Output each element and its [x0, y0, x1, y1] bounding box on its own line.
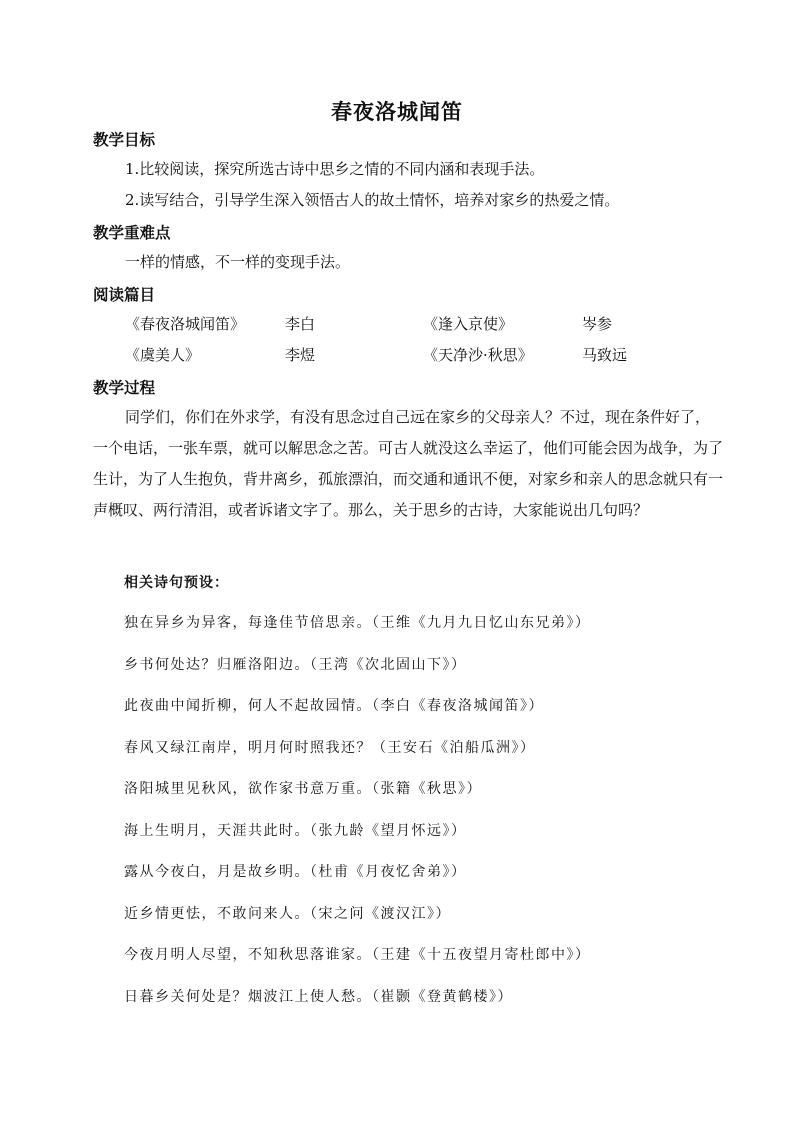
- reading-author: 李煜: [285, 346, 316, 364]
- heading-teaching-process: 教学过程: [93, 378, 156, 397]
- reading-title: 《虞美人》: [125, 346, 201, 364]
- poem-line: 此夜曲中闻折柳，何人不起故园情。（李白《春夜洛城闻笛》）: [124, 698, 544, 714]
- poem-line: 海上生明月，天涯共此时。（张九龄《望月怀远》）: [124, 823, 467, 839]
- goal-item-2: 2.读写结合，引导学生深入领悟古人的故土情怀，培养对家乡的热爱之情。: [125, 191, 620, 209]
- heading-readings: 阅读篇目: [93, 285, 156, 304]
- reading-title: 《天净沙·秋思》: [423, 346, 533, 364]
- poem-line: 春风又绿江南岸，明月何时照我还？（王安石《泊船瓜洲》）: [124, 740, 536, 756]
- poems-heading: 相关诗句预设：: [124, 575, 229, 591]
- reading-author: 马致远: [582, 346, 628, 364]
- key-points-text: 一样的情感，不一样的变现手法。: [125, 253, 351, 271]
- poem-line: 独在异乡为异客，每逢佳节倍思亲。（王维《九月九日忆山东兄弟》）: [124, 615, 591, 631]
- poem-line: 今夜月明人尽望，不知秋思落谁家。（王建《十五夜望月寄杜郎中》）: [124, 947, 591, 963]
- poem-line: 日暮乡关何处是？烟波江上使人愁。（崔颢《登黄鹤楼》）: [124, 989, 513, 1005]
- reading-title: 《逢入京使》: [423, 315, 514, 333]
- reading-author: 岑参: [582, 315, 613, 333]
- reading-author: 李白: [285, 315, 316, 333]
- goal-item-1: 1.比较阅读，探究所选古诗中思乡之情的不同内涵和表现手法。: [125, 160, 545, 178]
- document-title: 春夜洛城闻笛: [331, 99, 463, 124]
- poem-line: 乡书何处达？归雁洛阳边。（王湾《次北固山下》）: [124, 657, 467, 673]
- reading-title: 《春夜洛城闻笛》: [125, 315, 246, 333]
- poem-line: 露从今夜白，月是故乡明。（杜甫《月夜忆舍弟》）: [124, 864, 467, 880]
- reading-row: [125, 340, 725, 371]
- poem-line: 洛阳城里见秋风，欲作家书意万重。（张籍《秋思》）: [124, 781, 482, 797]
- heading-teaching-goals: 教学目标: [93, 130, 156, 149]
- heading-key-points: 教学重难点: [93, 223, 171, 242]
- process-paragraph: 同学们，你们在外求学，有没有思念过自己远在家乡的父母亲人？不过，现在条件好了，一个电话，一张车票，就可以解思念之苦。可古人就没这么幸运了，他们可能会因为战争，为了生计，为了人生抱负，背井离乡，孤旅漂泊，而交通和通讯不便，对家乡和亲人的思念就只有一声概叹、两行清泪，或者诉诸文字了。那么，关于思乡的古诗，大家能说出几句吗？: [93, 408, 724, 519]
- poem-line: 近乡情更怯，不敢问来人。（宋之问《渡汉江》）: [124, 906, 451, 922]
- reading-row: [125, 309, 725, 340]
